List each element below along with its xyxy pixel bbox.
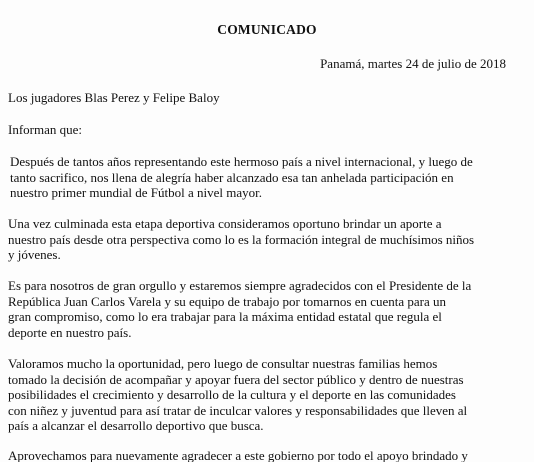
paragraph-line: deporte en nuestro país. [8,324,132,340]
addressee-line: Los jugadores Blas Perez y Felipe Baloy [8,90,220,105]
document-title: COMUNICADO [217,22,317,37]
paragraph-line: posibilidades el crecimiento y desarrollo de la cultura y el deporte en las comunidades [8,387,456,402]
paragraph-5 [8,448,468,462]
paragraph-line: tomado la decisión de acompañar y apoyar fuera del sector público y dentro de nuestras [8,371,464,387]
paragraph-line: República Juan Carlos Varela y su equipo de trabajo por tomarnos en cuenta para un [8,293,447,309]
paragraph-1 [10,154,473,201]
paragraph-line: tanto sacrifico, nos llena de alegría haber alcanzado esa tan anhelada participación en [10,169,454,185]
intro-line: Informan que: [8,122,83,137]
paragraph-line: Es para nosotros de gran orgullo y estaremos siempre agradecidos con el Presidente de la [8,278,472,293]
paragraph-line: con niñez y juventud para así tratar de inculcar valores y responsabilidades que lleven al [8,402,468,418]
paragraph-line: Después de tantos años representando este hermoso país a nivel internacional, y luego de [10,154,473,169]
paragraph-4 [8,356,467,434]
paragraph-line: y jóvenes. [8,247,61,262]
paragraph-line: gran compromiso, como lo era trabajar para la máxima entidad estatal que regula el [8,309,442,324]
paragraph-line: nuestro país desde otra perspectiva como lo es la formación integral de muchísimos niños [8,231,475,247]
paragraph-line: Valoramos mucho la oportunidad, pero luego de consultar nuestras familias hemos [8,356,438,371]
dateline: Panamá, martes 24 de julio de 2018 [320,56,506,71]
paragraph-2 [8,216,474,263]
paragraph-line: nuestro primer mundial de Fútbol a nivel mayor. [10,185,263,200]
paragraph-3 [8,278,471,340]
paragraph-line: Aprovechamos para nuevamente agradecer a este gobierno por todo el apoyo brindado y [8,448,468,462]
paragraph-line: Una vez culminada esta etapa deportiva consideramos oportuno brindar un aporte a [8,216,442,231]
paragraph-line: país a alcanzar el desarrollo deportivo que busca. [8,418,264,433]
